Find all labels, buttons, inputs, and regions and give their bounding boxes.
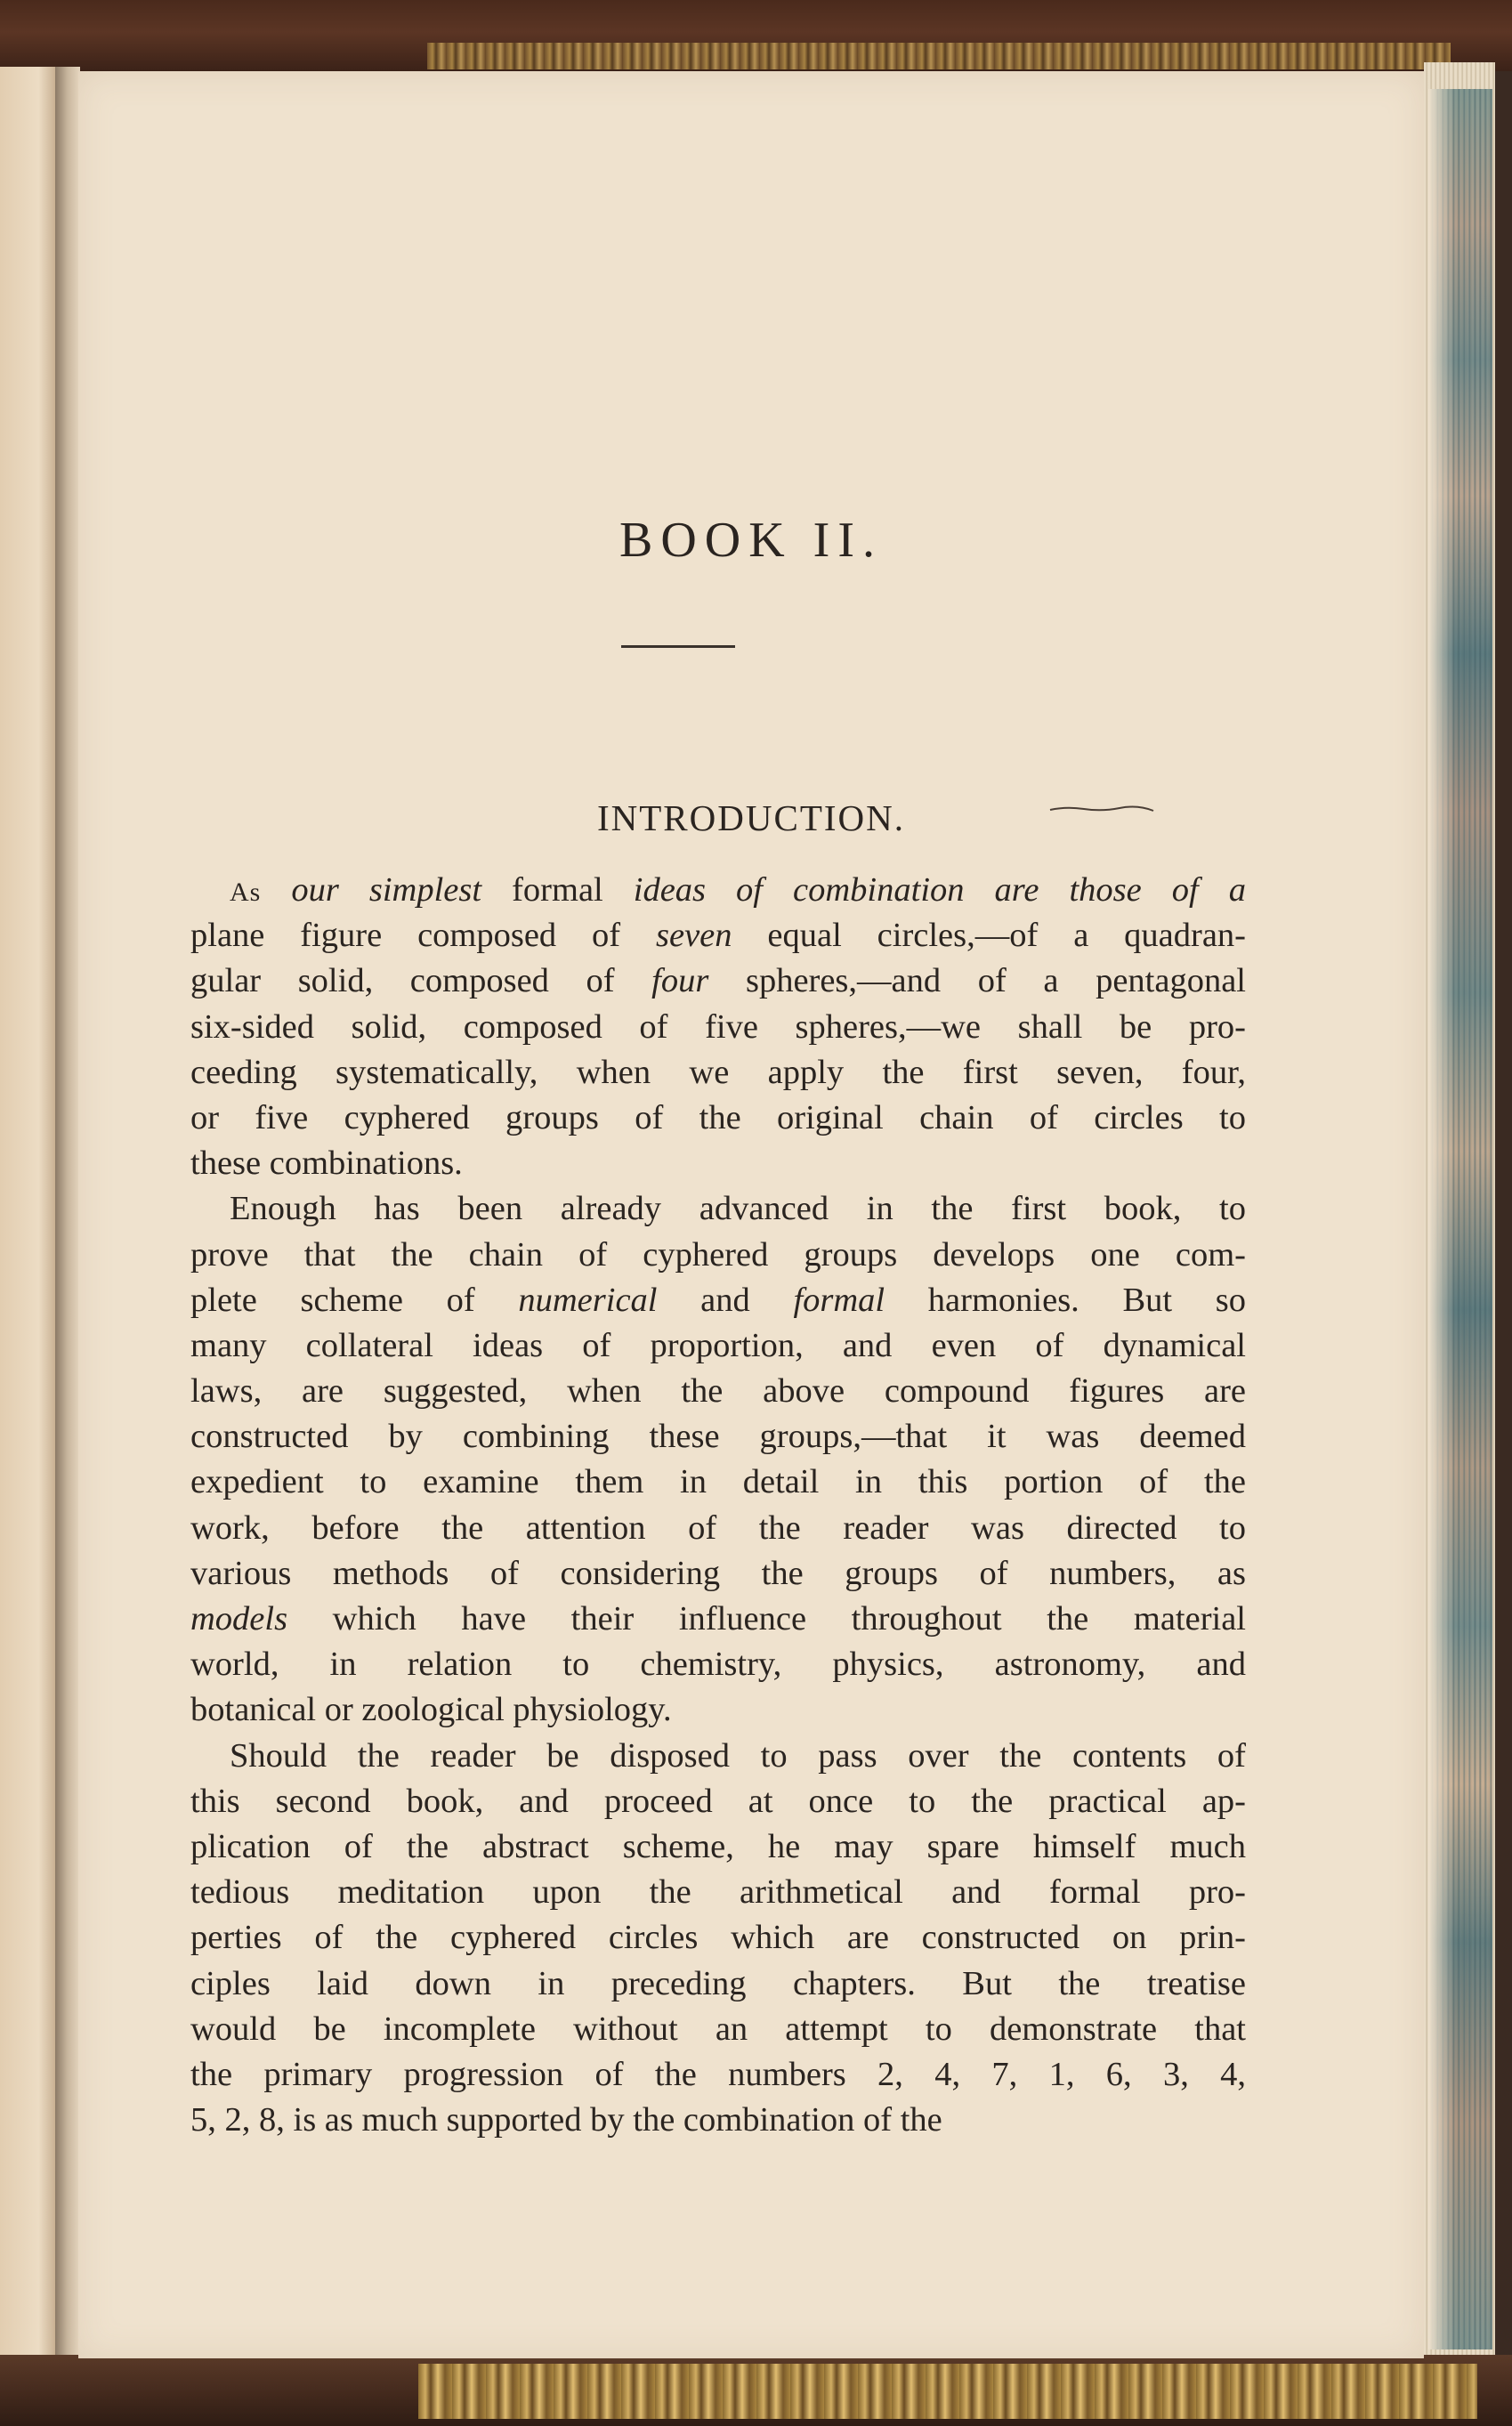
text-line xyxy=(190,1824,1246,1870)
section-title: INTRODUCTION. xyxy=(597,797,905,838)
text-line xyxy=(190,1050,1246,1096)
text-segment: this second book, and proceed at once to the practical ap- xyxy=(190,1782,1246,1820)
text-segment: six-sided solid, composed of five spheres,—we shall be pro- xyxy=(190,1007,1246,1046)
text-segment: spheres,—and of a pentagonal xyxy=(708,962,1246,1000)
text-segment: world, in relation to chemistry, physics, astronomy, and xyxy=(190,1646,1246,1684)
text-segment: harmonies. But so xyxy=(885,1281,1247,1319)
text-segment: work, before the attention of the reader was directed to xyxy=(190,1508,1246,1547)
text-line xyxy=(190,1233,1246,1278)
gilt-edge-top xyxy=(427,43,1451,69)
text-line xyxy=(190,2007,1246,2052)
text-segment: which have their influence throughout the material xyxy=(287,1600,1246,1638)
text-segment: Should the reader be disposed to pass over the contents of xyxy=(230,1736,1246,1775)
text-segment: would be incomplete without an attempt to demonstrate that xyxy=(190,2010,1246,2048)
text-line xyxy=(190,1460,1246,1505)
text-line xyxy=(190,1642,1246,1687)
text-line xyxy=(190,1369,1246,1414)
book-title: BOOK II. xyxy=(619,513,883,568)
text-line xyxy=(190,1734,1246,1779)
text-line xyxy=(190,1915,1246,1961)
text-line xyxy=(190,2052,1246,2098)
text-line xyxy=(190,2098,1246,2143)
text-line xyxy=(190,868,1246,913)
text-segment: laws, are suggested, when the above compound figures are xyxy=(190,1372,1246,1411)
text-segment: perties of the cyphered circles which are constructed on prin- xyxy=(190,1919,1246,1957)
text-segment: plane figure composed of xyxy=(190,917,657,955)
text-line xyxy=(190,1323,1246,1369)
text-line xyxy=(190,1414,1246,1460)
text-segment: ciples laid down in preceding chapters. But the treatise xyxy=(190,1964,1246,2002)
facing-page-edge xyxy=(0,67,55,2363)
text-segment: various methods of considering the groups of numbers, as xyxy=(190,1554,1246,1592)
text-line xyxy=(190,1597,1246,1642)
drop-word: As xyxy=(230,877,262,907)
text-line xyxy=(190,958,1246,1004)
text-line xyxy=(190,1551,1246,1597)
text-segment: constructed by combining these groups,—that it was deemed xyxy=(190,1418,1246,1456)
text-segment: 5, 2, 8, is as much supported by the combination of the xyxy=(190,2101,942,2139)
italic-text: numerical xyxy=(518,1281,658,1319)
text-segment: plication of the abstract scheme, he may spare himself much xyxy=(190,1827,1246,1865)
text-segment: tedious meditation upon the arithmetical and formal pro- xyxy=(190,1873,1246,1912)
text-line xyxy=(190,1961,1246,2007)
text-segment: formal xyxy=(512,871,603,909)
title-rule xyxy=(621,645,735,648)
text-segment: the primary progression of the numbers 2, 4, 7, 1, 6, 3, 4, xyxy=(190,2055,1246,2093)
italic-text: seven xyxy=(656,917,732,955)
text-segment: these combinations. xyxy=(190,1144,463,1183)
body-text xyxy=(190,868,1246,2143)
text-line xyxy=(190,1779,1246,1824)
text-segment: botanical or zoological physiology. xyxy=(190,1691,672,1729)
italic-text: models xyxy=(190,1600,288,1638)
text-line xyxy=(190,1278,1246,1323)
text-segment: prove that the chain of cyphered groups develops one com- xyxy=(190,1235,1246,1274)
text-segment: expedient to examine them in detail in this portion of the xyxy=(190,1463,1246,1501)
book-page xyxy=(78,71,1424,2358)
text-segment: or five cyphered groups of the original chain of circles to xyxy=(190,1098,1246,1136)
ink-mark xyxy=(1048,803,1155,815)
text-line xyxy=(190,1005,1246,1050)
text-segment: plete scheme of xyxy=(190,1281,519,1319)
text-segment: gular solid, composed of xyxy=(190,962,652,1000)
text-segment: and xyxy=(657,1281,794,1319)
text-line xyxy=(190,1687,1246,1733)
text-line xyxy=(190,1870,1246,1915)
text-line xyxy=(190,1506,1246,1551)
text-segment: ceeding systematically, when we apply the first seven, four, xyxy=(190,1053,1246,1091)
text-segment: many collateral ideas of proportion, and even of dynamical xyxy=(190,1326,1246,1364)
gilt-edge-bottom xyxy=(418,2364,1477,2419)
text-line xyxy=(190,1141,1246,1186)
text-line xyxy=(190,913,1246,958)
italic-text: four xyxy=(651,962,709,1000)
italic-text: our simplest xyxy=(261,871,513,909)
italic-text: ideas of combination are those of a xyxy=(602,871,1246,909)
text-line xyxy=(190,1186,1246,1232)
text-segment: equal circles,—of a quadran- xyxy=(732,917,1246,955)
text-segment: Enough has been already advanced in the first book, to xyxy=(230,1190,1246,1228)
page-gutter xyxy=(55,67,80,2363)
italic-text: formal xyxy=(793,1281,885,1319)
text-line xyxy=(190,1096,1246,1141)
